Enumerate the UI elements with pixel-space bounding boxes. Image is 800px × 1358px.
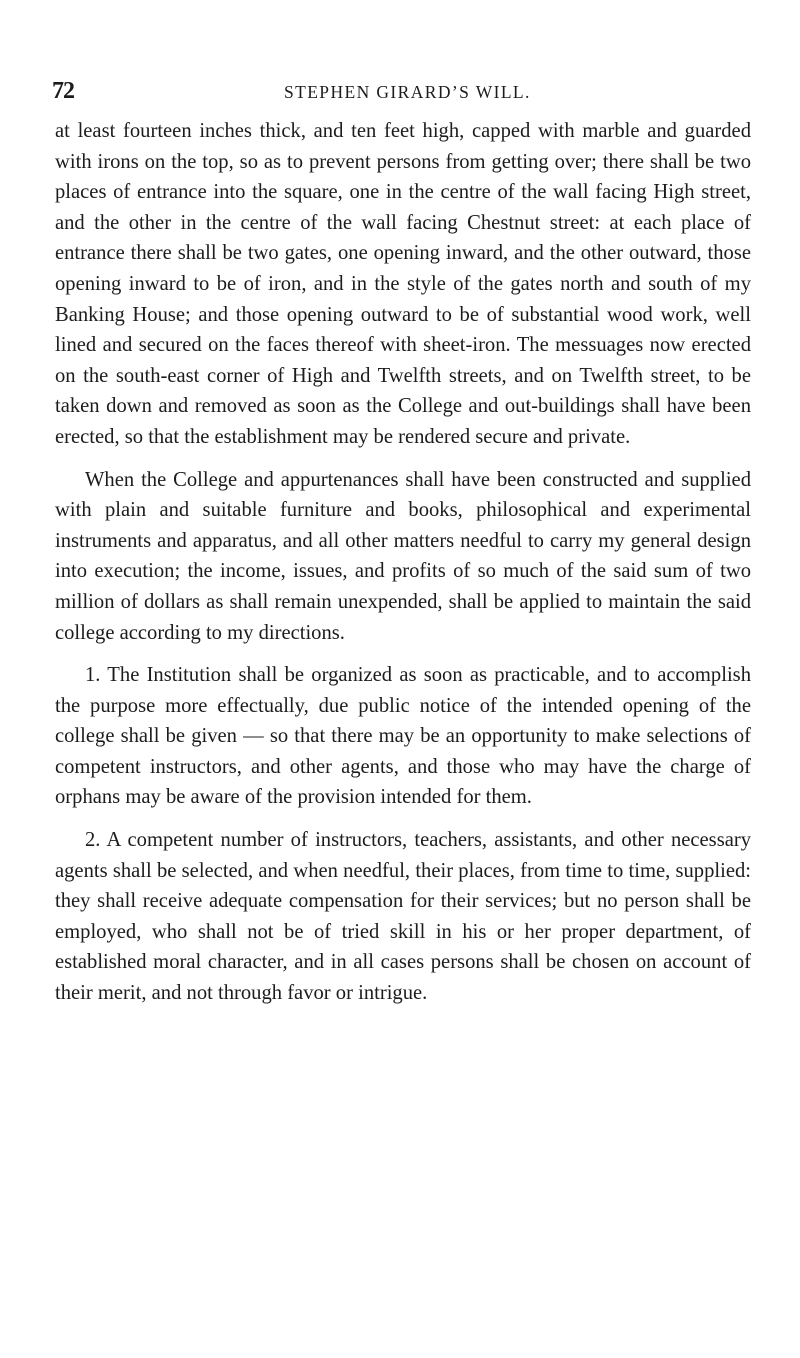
paragraph-item-2: 2. A competent number of instructors, teachers, assistants, and other necessary agents shall be selected, and when needful, their places, from time to time, supplied: they shall receive adequate compensation for their services; but no person shall be employed, who shall not be of tried skill in his or her proper department, of established moral character, and in all cases persons shall be chosen on account of their merit, and not through favor or intrigue. — [55, 829, 751, 1005]
paragraph-item-1: 1. The Institution shall be organized as soon as practicable, and to accomplish the purpose more effectually, due public notice of the intended opening of the college shall be given — so that there may be an opportunity to make selections of competent instructors, and other agents, and those who may have the charge of orphans may be aware of the provision intended for them. — [55, 664, 751, 809]
running-title: STEPHEN GIRARD’S WILL. — [284, 82, 531, 102]
page-number: 72 — [52, 78, 74, 104]
paragraph-continuation: at least fourteen inches thick, and ten feet high, capped with marble and guarded with irons on the top, so as to prevent persons from getting over; there shall be two places of entrance into the square, one in the centre of the wall facing High street, and the other in the centre of the wall facing Chestnut street: at each place of entrance there shall be two gates, one opening inward, and the other outward, those opening inward to be of iron, and in the style of the gates north and south of my Banking House; and those opening outward to be of substantial wood work, well lined and secured on the faces thereof with sheet-iron. The messuages now erected on the south-east corner of High and Twelfth streets, and on Twelfth street, to be taken down and removed as soon as the College and out-buildings shall have been erected, so that the establishment may be rendered secure and private. — [55, 120, 751, 448]
body-text — [55, 116, 751, 1009]
running-head — [52, 78, 752, 108]
paragraph-college-maintenance: When the College and appurtenances shall have been constructed and supplied with plain and suitable furniture and books, philosophical and experimental instruments and apparatus, and all other matters needful to carry my general design into execution; the income, issues, and profits of so much of the said sum of two million of dollars as shall remain unexpended, shall be applied to maintain the said college according to my directions. — [55, 468, 751, 644]
